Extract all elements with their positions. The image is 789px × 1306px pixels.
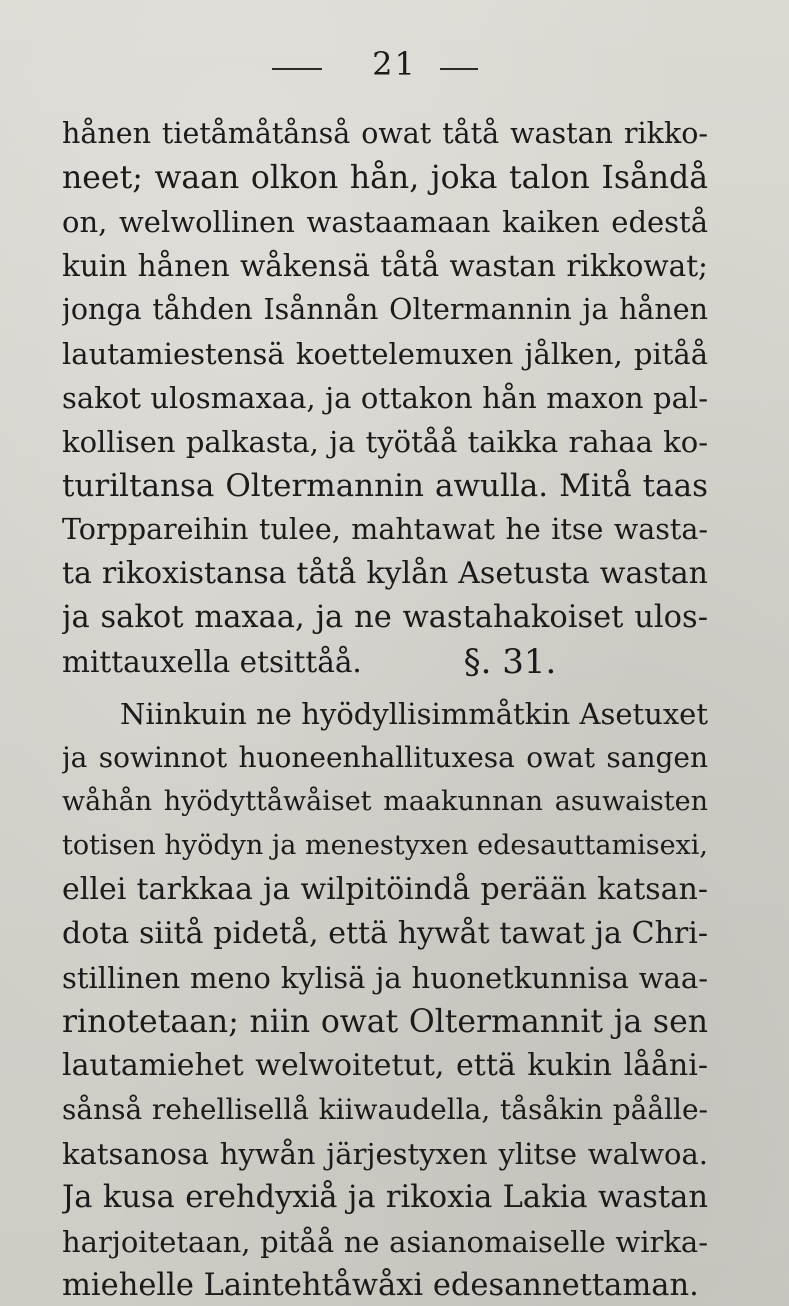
page-number: 21: [372, 45, 417, 83]
text-line: lautamiestensä koettelemuxen jålken, pitåå: [62, 337, 708, 371]
header-rule-right: [440, 68, 478, 70]
text-line: katsanosa hywån järjestyxen ylitse walwoa.: [62, 1137, 708, 1171]
text-line: lautamiehet welwoitetut, että kukin lååni-: [62, 1048, 708, 1083]
text-line: sånså rehellisellå kiiwaudella, tåsåkin påålle-: [62, 1093, 708, 1126]
text-line: ja sakot maxaa, ja ne wastahakoiset ulos-: [62, 600, 708, 635]
text-line: Ja kusa erehdyxiå ja rikoxia Lakia wastan: [62, 1180, 708, 1215]
text-line: stillinen meno kylisä ja huonetkunnisa waa-: [62, 961, 708, 995]
text-line: kuin hånen wåkensä tåtå wastan rikkowat;: [62, 249, 708, 283]
text-line: kollisen palkasta, ja työtåå taikka rahaa ko-: [62, 425, 708, 459]
text-line: harjoitetaan, pitåå ne asianomaiselle wirka-: [62, 1225, 708, 1259]
text-line: on, welwollinen wastaamaan kaiken edestå: [62, 205, 708, 239]
text-line: mittauxella etsittåå.: [62, 645, 362, 679]
section-heading: §. 31.: [463, 642, 557, 682]
text-line: ja sowinnot huoneenhallituxesa owat sangen: [62, 741, 708, 774]
text-line: rinotetaan; niin owat Oltermannit ja sen: [62, 1004, 708, 1040]
text-line: neet; waan olkon hån, joka talon Isåndå: [62, 160, 708, 196]
text-line: Niinkuin ne hyödyllisimmåtkin Asetuxet: [120, 697, 708, 731]
page-header: [0, 44, 789, 84]
text-line: hånen tietåmåtånså owat tåtå wastan rikko-: [62, 117, 708, 150]
text-line: sakot ulosmaxaa, ja ottakon hån maxon pal-: [62, 381, 708, 415]
text-line: totisen hyödyn ja menestyxen edesauttamisexi,: [62, 830, 708, 861]
text-line: dota siitå pidetå, että hywåt tawat ja Chri-: [62, 916, 708, 951]
text-line: jonga tåhden Isånnån Oltermannin ja hånen: [62, 293, 708, 326]
text-line: turiltansa Oltermannin awulla. Mitå taas: [62, 468, 708, 504]
text-line: wåhån hyödyttåwåiset maakunnan asuwaisten: [62, 786, 708, 817]
text-line: miehelle Laintehtåwåxi edesannettaman.: [62, 1268, 699, 1303]
text-line: ta rikoxistansa tåtå kylån Asetusta wastan: [62, 556, 708, 591]
text-line: ellei tarkkaa ja wilpitöindå perään katsan-: [62, 872, 708, 907]
text-line: Torppareihin tulee, mahtawat he itse wasta-: [62, 513, 708, 546]
